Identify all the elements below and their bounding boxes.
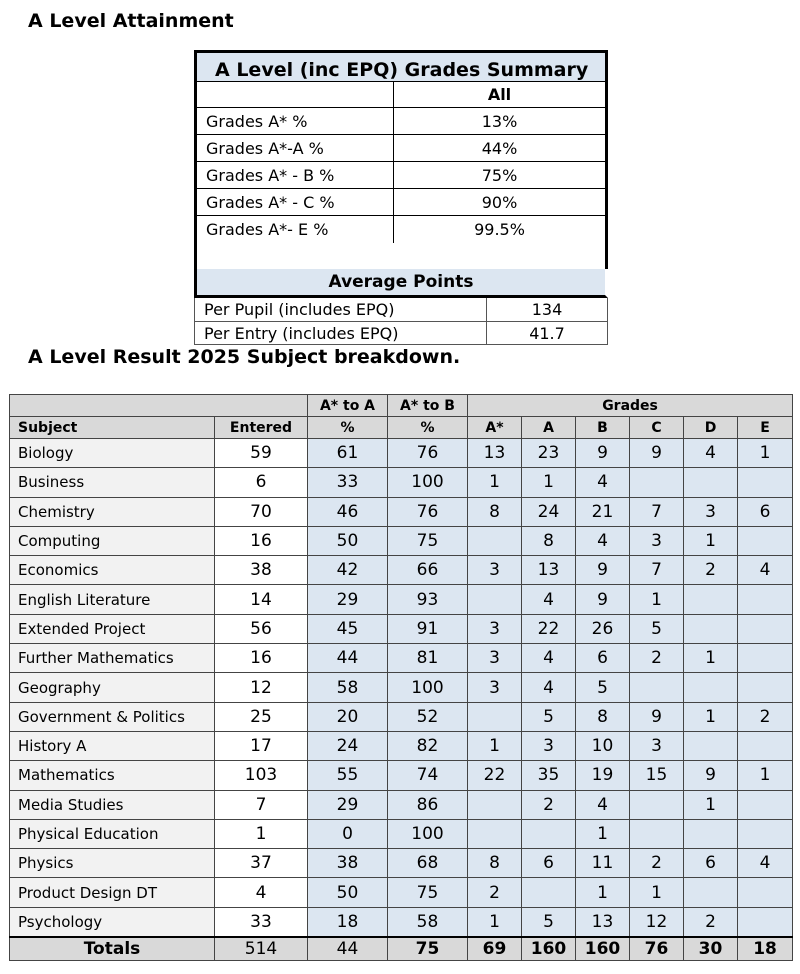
b-cell: 21	[576, 497, 630, 526]
astar-cell: 22	[468, 761, 522, 790]
a-to-a-cell: 45	[308, 614, 388, 643]
table-row	[10, 585, 793, 614]
c-cell: 2	[630, 849, 684, 878]
totals-e-cell: 18	[738, 937, 793, 961]
c-cell: 1	[630, 878, 684, 907]
subject-cell: Government & Politics	[10, 702, 215, 731]
header-grades: Grades	[468, 395, 793, 417]
summary-row-label: Grades A* %	[197, 108, 394, 134]
grades-summary-block	[194, 50, 608, 272]
table-row	[10, 849, 793, 878]
a-cell: 2	[522, 790, 576, 819]
subject-cell: Geography	[10, 673, 215, 702]
a-to-a-cell: 18	[308, 907, 388, 936]
subject-cell: Media Studies	[10, 790, 215, 819]
totals-entered-cell: 514	[215, 937, 308, 961]
summary-row	[197, 108, 605, 135]
a-to-a-cell: 0	[308, 819, 388, 848]
entered-cell: 17	[215, 731, 308, 760]
a-to-a-cell: 42	[308, 556, 388, 585]
entered-cell: 70	[215, 497, 308, 526]
e-cell: 4	[738, 849, 793, 878]
d-cell: 1	[684, 526, 738, 555]
header-grade-b: B	[576, 417, 630, 439]
totals-astar-cell: 69	[468, 937, 522, 961]
header-a-to-a: A* to A	[308, 395, 388, 417]
a-to-b-cell: 93	[388, 585, 468, 614]
a-cell: 22	[522, 614, 576, 643]
entered-cell: 56	[215, 614, 308, 643]
summary-row-label: Grades A*-A %	[197, 135, 394, 161]
d-cell: 2	[684, 907, 738, 936]
d-cell: 1	[684, 644, 738, 673]
a-cell: 4	[522, 644, 576, 673]
summary-row	[197, 216, 605, 243]
a-to-a-cell: 33	[308, 468, 388, 497]
b-cell: 1	[576, 819, 630, 848]
c-cell: 7	[630, 497, 684, 526]
a-to-b-cell: 81	[388, 644, 468, 673]
a-to-a-cell: 44	[308, 644, 388, 673]
c-cell	[630, 468, 684, 497]
summary-row-label: Grades A* - C %	[197, 189, 394, 215]
summary-row-value: 75%	[481, 166, 518, 185]
d-cell: 1	[684, 702, 738, 731]
astar-cell: 3	[468, 556, 522, 585]
subject-cell: Economics	[10, 556, 215, 585]
header-row	[10, 417, 793, 439]
c-cell: 9	[630, 439, 684, 468]
astar-cell: 3	[468, 614, 522, 643]
a-to-b-cell: 82	[388, 731, 468, 760]
header-blank	[10, 395, 308, 417]
b-cell: 4	[576, 468, 630, 497]
header-grade-a: A	[522, 417, 576, 439]
a-to-b-cell: 91	[388, 614, 468, 643]
e-cell: 2	[738, 702, 793, 731]
entered-cell: 37	[215, 849, 308, 878]
e-cell	[738, 673, 793, 702]
c-cell: 1	[630, 585, 684, 614]
e-cell	[738, 468, 793, 497]
d-cell: 2	[684, 556, 738, 585]
summary-row	[197, 189, 605, 216]
astar-cell	[468, 790, 522, 819]
b-cell: 6	[576, 644, 630, 673]
header-a-to-b: A* to B	[388, 395, 468, 417]
totals-label: Totals	[10, 937, 215, 961]
a-to-b-cell: 66	[388, 556, 468, 585]
a-to-a-cell: 50	[308, 878, 388, 907]
e-cell	[738, 731, 793, 760]
c-cell: 2	[630, 644, 684, 673]
a-to-a-cell: 46	[308, 497, 388, 526]
d-cell	[684, 731, 738, 760]
entered-cell: 38	[215, 556, 308, 585]
a-cell: 6	[522, 849, 576, 878]
summary-row-label: Grades A*- E %	[197, 216, 394, 243]
a-cell: 3	[522, 731, 576, 760]
totals-a-cell: 160	[522, 937, 576, 961]
e-cell: 6	[738, 497, 793, 526]
a-to-a-cell: 20	[308, 702, 388, 731]
astar-cell: 1	[468, 731, 522, 760]
average-row-label: Per Entry (includes EPQ)	[195, 322, 487, 344]
subject-cell: Business	[10, 468, 215, 497]
astar-cell: 2	[468, 878, 522, 907]
a-cell: 8	[522, 526, 576, 555]
summary-rows	[197, 108, 605, 243]
a-cell: 35	[522, 761, 576, 790]
a-cell: 1	[522, 468, 576, 497]
e-cell	[738, 644, 793, 673]
header-row-top	[10, 395, 793, 417]
c-cell	[630, 673, 684, 702]
a-to-b-cell: 75	[388, 878, 468, 907]
astar-cell: 8	[468, 497, 522, 526]
average-row-value: 134	[531, 300, 563, 319]
a-to-b-cell: 100	[388, 673, 468, 702]
header-pct-b: %	[388, 417, 468, 439]
totals-c-cell: 76	[630, 937, 684, 961]
d-cell: 3	[684, 497, 738, 526]
c-cell	[630, 819, 684, 848]
a-cell: 5	[522, 702, 576, 731]
entered-cell: 7	[215, 790, 308, 819]
totals-d-cell: 30	[684, 937, 738, 961]
a-to-b-cell: 86	[388, 790, 468, 819]
d-cell: 1	[684, 790, 738, 819]
entered-cell: 25	[215, 702, 308, 731]
b-cell: 19	[576, 761, 630, 790]
header-subject: Subject	[10, 417, 215, 439]
e-cell: 1	[738, 761, 793, 790]
summary-blank-header	[197, 82, 394, 107]
astar-cell: 3	[468, 673, 522, 702]
d-cell	[684, 878, 738, 907]
a-to-b-cell: 76	[388, 439, 468, 468]
a-cell: 24	[522, 497, 576, 526]
c-cell: 12	[630, 907, 684, 936]
a-to-b-cell: 100	[388, 468, 468, 497]
table-row	[10, 731, 793, 760]
entered-cell: 14	[215, 585, 308, 614]
a-to-b-cell: 68	[388, 849, 468, 878]
d-cell	[684, 614, 738, 643]
subject-cell: English Literature	[10, 585, 215, 614]
e-cell	[738, 878, 793, 907]
average-row	[195, 321, 607, 344]
e-cell: 4	[738, 556, 793, 585]
a-to-a-cell: 29	[308, 585, 388, 614]
subject-cell: Further Mathematics	[10, 644, 215, 673]
b-cell: 11	[576, 849, 630, 878]
entered-cell: 12	[215, 673, 308, 702]
a-to-a-cell: 58	[308, 673, 388, 702]
average-row	[195, 298, 607, 321]
astar-cell: 1	[468, 468, 522, 497]
entered-cell: 6	[215, 468, 308, 497]
subject-cell: Psychology	[10, 907, 215, 936]
a-to-b-cell: 74	[388, 761, 468, 790]
table-row	[10, 702, 793, 731]
b-cell: 4	[576, 526, 630, 555]
summary-row-value: 44%	[481, 139, 518, 158]
summary-row-value: 99.5%	[474, 220, 525, 239]
subject-breakdown-table	[9, 394, 793, 961]
summary-column-header: All	[487, 85, 512, 104]
summary-row-value: 13%	[481, 112, 518, 131]
table-row	[10, 614, 793, 643]
a-cell: 23	[522, 439, 576, 468]
a-cell: 13	[522, 556, 576, 585]
average-points-title: Average Points	[194, 269, 608, 298]
d-cell	[684, 819, 738, 848]
b-cell: 9	[576, 439, 630, 468]
astar-cell: 8	[468, 849, 522, 878]
d-cell	[684, 585, 738, 614]
subject-cell: Biology	[10, 439, 215, 468]
subject-cell: Product Design DT	[10, 878, 215, 907]
e-cell	[738, 585, 793, 614]
c-cell: 3	[630, 526, 684, 555]
e-cell	[738, 614, 793, 643]
subject-cell: Physics	[10, 849, 215, 878]
a-to-b-cell: 58	[388, 907, 468, 936]
subject-cell: Chemistry	[10, 497, 215, 526]
c-cell: 5	[630, 614, 684, 643]
b-cell: 1	[576, 878, 630, 907]
header-grade-e: E	[738, 417, 793, 439]
d-cell	[684, 468, 738, 497]
a-to-a-cell: 61	[308, 439, 388, 468]
header-grade-c: C	[630, 417, 684, 439]
summary-row	[197, 162, 605, 189]
entered-cell: 33	[215, 907, 308, 936]
average-points-rows	[194, 298, 608, 345]
entered-cell: 4	[215, 878, 308, 907]
a-cell: 4	[522, 673, 576, 702]
astar-cell	[468, 585, 522, 614]
b-cell: 13	[576, 907, 630, 936]
a-to-b-cell: 100	[388, 819, 468, 848]
subject-cell: Computing	[10, 526, 215, 555]
d-cell	[684, 673, 738, 702]
subject-cell: Mathematics	[10, 761, 215, 790]
heading-breakdown: A Level Result 2025 Subject breakdown.	[28, 346, 461, 368]
entered-cell: 1	[215, 819, 308, 848]
table-row	[10, 790, 793, 819]
summary-row-value: 90%	[481, 193, 518, 212]
c-cell: 15	[630, 761, 684, 790]
table-row	[10, 819, 793, 848]
entered-cell: 103	[215, 761, 308, 790]
a-to-a-cell: 50	[308, 526, 388, 555]
summary-row-label: Grades A* - B %	[197, 162, 394, 188]
a-cell: 5	[522, 907, 576, 936]
subject-cell: History A	[10, 731, 215, 760]
table-row	[10, 439, 793, 468]
table-row	[10, 644, 793, 673]
c-cell: 7	[630, 556, 684, 585]
table-row	[10, 556, 793, 585]
a-to-a-cell: 55	[308, 761, 388, 790]
table-row	[10, 878, 793, 907]
b-cell: 10	[576, 731, 630, 760]
b-cell: 26	[576, 614, 630, 643]
c-cell: 9	[630, 702, 684, 731]
grades-summary-table	[194, 50, 608, 345]
e-cell	[738, 790, 793, 819]
e-cell	[738, 526, 793, 555]
header-pct-a: %	[308, 417, 388, 439]
totals-b-cell: 160	[576, 937, 630, 961]
entered-cell: 16	[215, 526, 308, 555]
a-to-b-cell: 75	[388, 526, 468, 555]
a-to-b-cell: 52	[388, 702, 468, 731]
table-row	[10, 468, 793, 497]
totals-a-to-a-cell: 44	[308, 937, 388, 961]
c-cell: 3	[630, 731, 684, 760]
e-cell	[738, 907, 793, 936]
e-cell	[738, 819, 793, 848]
b-cell: 9	[576, 585, 630, 614]
table-row	[10, 907, 793, 936]
header-grade-astar: A*	[468, 417, 522, 439]
table-row	[10, 497, 793, 526]
a-to-a-cell: 24	[308, 731, 388, 760]
a-to-a-cell: 38	[308, 849, 388, 878]
subject-cell: Physical Education	[10, 819, 215, 848]
heading-attainment: A Level Attainment	[28, 10, 234, 32]
astar-cell: 1	[468, 907, 522, 936]
a-to-a-cell: 29	[308, 790, 388, 819]
c-cell	[630, 790, 684, 819]
subject-cell: Extended Project	[10, 614, 215, 643]
average-row-value: 41.7	[529, 324, 565, 343]
totals-a-to-b-cell: 75	[388, 937, 468, 961]
a-cell	[522, 819, 576, 848]
header-entered: Entered	[215, 417, 308, 439]
summary-column-header-row	[197, 82, 605, 108]
header-grade-d: D	[684, 417, 738, 439]
astar-cell	[468, 702, 522, 731]
astar-cell	[468, 819, 522, 848]
astar-cell	[468, 526, 522, 555]
a-cell	[522, 878, 576, 907]
totals-row	[10, 937, 793, 961]
b-cell: 8	[576, 702, 630, 731]
e-cell: 1	[738, 439, 793, 468]
b-cell: 4	[576, 790, 630, 819]
entered-cell: 59	[215, 439, 308, 468]
d-cell: 4	[684, 439, 738, 468]
table-row	[10, 673, 793, 702]
table-row	[10, 761, 793, 790]
a-to-b-cell: 76	[388, 497, 468, 526]
b-cell: 9	[576, 556, 630, 585]
astar-cell: 13	[468, 439, 522, 468]
b-cell: 5	[576, 673, 630, 702]
average-row-label: Per Pupil (includes EPQ)	[195, 298, 487, 321]
d-cell: 9	[684, 761, 738, 790]
astar-cell: 3	[468, 644, 522, 673]
table-row	[10, 526, 793, 555]
d-cell: 6	[684, 849, 738, 878]
summary-row	[197, 135, 605, 162]
a-cell: 4	[522, 585, 576, 614]
entered-cell: 16	[215, 644, 308, 673]
summary-title: A Level (inc EPQ) Grades Summary	[197, 53, 605, 82]
